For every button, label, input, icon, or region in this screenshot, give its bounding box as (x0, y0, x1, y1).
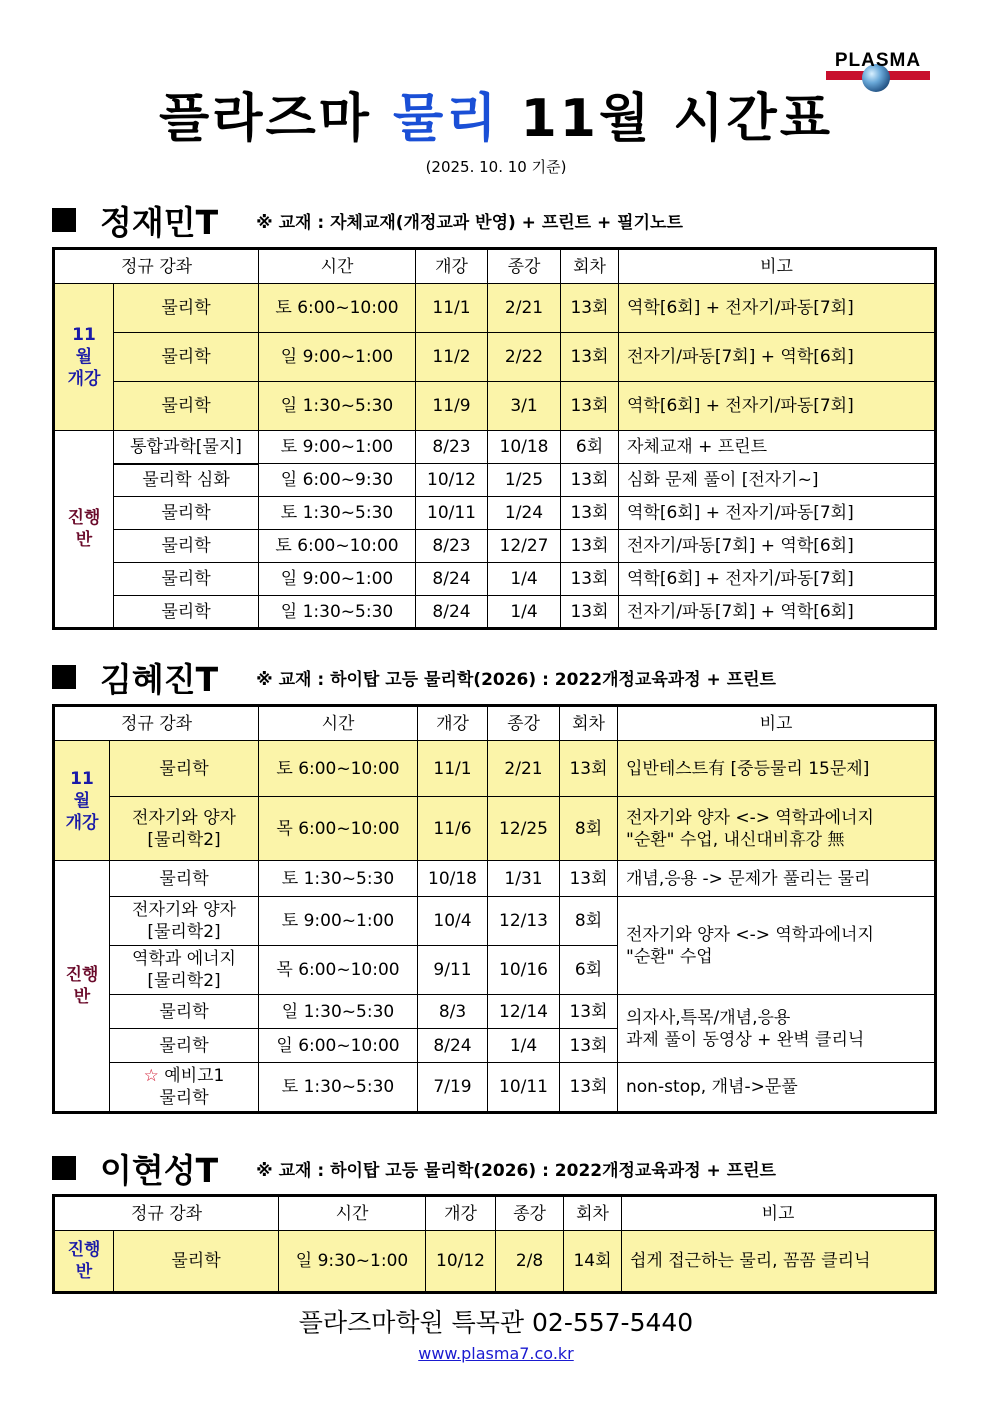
open-cell: 8/3 (418, 995, 488, 1029)
time-cell: 일 6:00~9:30 (259, 464, 416, 497)
course-text: 예비고1 물리학 (159, 1066, 225, 1108)
count-cell: 13회 (560, 861, 618, 897)
col-header: 시간 (259, 249, 416, 284)
group-label: 진행 반 (54, 431, 114, 629)
teacher-name: 김혜진T (100, 659, 219, 699)
time-cell: 일 9:00~1:00 (259, 563, 416, 596)
count-cell: 13회 (561, 596, 619, 629)
open-cell: 10/12 (426, 1231, 496, 1293)
note-cell: 역학[6회] + 전자기/파동[7회] (619, 284, 936, 333)
close-cell: 10/11 (488, 1063, 560, 1113)
time-cell: 일 1:30~5:30 (259, 596, 416, 629)
table-row (54, 995, 936, 1029)
course-cell: 물리학 (114, 497, 259, 530)
title-highlight: 물리 (393, 89, 500, 149)
col-header: 종강 (496, 1196, 564, 1231)
academy-contact: 플라즈마학원 특목관 02-557-5440 (298, 1308, 694, 1337)
note-cell: 역학[6회] + 전자기/파동[7회] (619, 497, 936, 530)
course-cell: 물리학 (110, 861, 259, 897)
time-cell: 일 9:30~1:00 (279, 1231, 426, 1293)
square-bullet-icon (52, 1156, 76, 1180)
col-header: 정규 강좌 (54, 249, 259, 284)
table-header-row (54, 249, 936, 284)
time-cell: 토 6:00~10:00 (259, 530, 416, 563)
note-cell: 전자기와 양자 <-> 역학과에너지 "순환" 수업, 내신대비휴강 無 (618, 797, 936, 861)
close-cell: 1/4 (488, 1029, 560, 1063)
open-cell: 11/2 (416, 333, 488, 382)
section-header-jeong (52, 200, 683, 240)
close-cell: 10/18 (488, 431, 561, 464)
title-part1: 플라즈마 (158, 89, 394, 149)
time-cell: 일 6:00~10:00 (259, 1029, 418, 1063)
note-cell: 심화 문제 풀이 [전자기~] (619, 464, 936, 497)
course-cell: 통합과학[물지] (114, 431, 259, 464)
time-cell: 목 6:00~10:00 (259, 797, 418, 861)
open-cell: 8/24 (418, 1029, 488, 1063)
schedule-table-kim (52, 704, 937, 1114)
note-cell: 입반테스트有 [중등물리 15문제] (618, 741, 936, 797)
count-cell: 13회 (560, 995, 618, 1029)
table-row (54, 284, 936, 333)
table-header-row (54, 706, 936, 741)
open-cell: 10/11 (416, 497, 488, 530)
page-title (0, 88, 992, 150)
col-header: 종강 (488, 249, 561, 284)
course-cell: 전자기와 양자 [물리학2] (110, 797, 259, 861)
count-cell: 13회 (561, 382, 619, 431)
close-cell: 12/25 (488, 797, 560, 861)
col-header: 비고 (618, 706, 936, 741)
time-cell: 토 1:30~5:30 (259, 1063, 418, 1113)
close-cell: 2/21 (488, 741, 560, 797)
close-cell: 1/31 (488, 861, 560, 897)
table-row (54, 797, 936, 861)
open-cell: 8/23 (416, 431, 488, 464)
time-cell: 토 1:30~5:30 (259, 497, 416, 530)
col-header: 정규 강좌 (54, 706, 259, 741)
note-cell: 의자사,특목/개념,응용 과제 풀이 동영상 + 완벽 클리닉 (618, 995, 936, 1063)
open-cell: 8/23 (416, 530, 488, 563)
count-cell: 13회 (560, 741, 618, 797)
teacher-name: 정재민T (100, 202, 219, 242)
col-header: 종강 (488, 706, 560, 741)
course-cell: 물리학 (114, 382, 259, 431)
note-cell: non-stop, 개념->문풀 (618, 1063, 936, 1113)
close-cell: 1/4 (488, 596, 561, 629)
table-row (54, 861, 936, 897)
col-header: 비고 (619, 249, 936, 284)
open-cell: 10/18 (418, 861, 488, 897)
course-cell: 물리학 (110, 995, 259, 1029)
count-cell: 13회 (560, 1063, 618, 1113)
note-cell: 역학[6회] + 전자기/파동[7회] (619, 382, 936, 431)
course-cell: 물리학 (114, 1231, 279, 1293)
schedule-table-jeong (52, 247, 937, 630)
website-link[interactable]: www.plasma7.co.kr (418, 1344, 574, 1363)
count-cell: 13회 (560, 1029, 618, 1063)
table-row (54, 497, 936, 530)
textbook-note: ※ 교재 : 하이탑 고등 물리학(2026) : 2022개정교육과정 + 프린트 (256, 669, 776, 690)
open-cell: 11/1 (416, 284, 488, 333)
count-cell: 8회 (560, 797, 618, 861)
course-cell: 물리학 심화 (114, 464, 259, 497)
col-header: 개강 (416, 249, 488, 284)
col-header: 시간 (259, 706, 418, 741)
note-cell: 전자기/파동[7회] + 역학[6회] (619, 333, 936, 382)
table-row (54, 563, 936, 596)
table-header-row (54, 1196, 936, 1231)
col-header: 회차 (561, 249, 619, 284)
course-cell: 물리학 (114, 284, 259, 333)
close-cell: 3/1 (488, 382, 561, 431)
count-cell: 6회 (560, 946, 618, 995)
note-cell: 전자기/파동[7회] + 역학[6회] (619, 530, 936, 563)
count-cell: 14회 (564, 1231, 622, 1293)
col-header: 정규 강좌 (54, 1196, 279, 1231)
note-cell: 역학[6회] + 전자기/파동[7회] (619, 563, 936, 596)
close-cell: 2/22 (488, 333, 561, 382)
course-cell: 물리학 (114, 333, 259, 382)
table-row (54, 596, 936, 629)
square-bullet-icon (52, 665, 76, 689)
group-label: 11 월 개강 (54, 741, 110, 861)
close-cell: 1/4 (488, 563, 561, 596)
open-cell: 10/12 (416, 464, 488, 497)
count-cell: 13회 (561, 563, 619, 596)
close-cell: 2/8 (496, 1231, 564, 1293)
square-bullet-icon (52, 208, 76, 232)
course-cell (110, 1063, 259, 1113)
close-cell: 12/14 (488, 995, 560, 1029)
open-cell: 11/1 (418, 741, 488, 797)
close-cell: 12/13 (488, 897, 560, 946)
title-part2: 11월 시간표 (499, 89, 833, 149)
time-cell: 토 6:00~10:00 (259, 741, 418, 797)
time-cell: 목 6:00~10:00 (259, 946, 418, 995)
time-cell: 토 9:00~1:00 (259, 431, 416, 464)
open-cell: 9/11 (418, 946, 488, 995)
course-cell: 물리학 (114, 596, 259, 629)
table-row (54, 530, 936, 563)
col-header: 개강 (426, 1196, 496, 1231)
close-cell: 2/21 (488, 284, 561, 333)
page-subtitle: (2025. 10. 10 기준) (425, 158, 567, 176)
table-row (54, 741, 936, 797)
col-header: 회차 (560, 706, 618, 741)
col-header: 회차 (564, 1196, 622, 1231)
section-header-kim (52, 657, 776, 697)
textbook-note: ※ 교재 : 하이탑 고등 물리학(2026) : 2022개정교육과정 + 프린트 (256, 1160, 776, 1181)
count-cell: 13회 (561, 333, 619, 382)
time-cell: 토 1:30~5:30 (259, 861, 418, 897)
col-header: 시간 (279, 1196, 426, 1231)
close-cell: 12/27 (488, 530, 561, 563)
table-row (54, 1231, 936, 1293)
table-row (54, 431, 936, 464)
count-cell: 13회 (561, 464, 619, 497)
group-label: 진행 반 (54, 1231, 114, 1293)
time-cell: 일 1:30~5:30 (259, 995, 418, 1029)
close-cell: 10/16 (488, 946, 560, 995)
time-cell: 일 1:30~5:30 (259, 382, 416, 431)
time-cell: 일 9:00~1:00 (259, 333, 416, 382)
table-row (54, 897, 936, 946)
col-header: 개강 (418, 706, 488, 741)
col-header: 비고 (622, 1196, 936, 1231)
open-cell: 11/6 (418, 797, 488, 861)
count-cell: 13회 (561, 497, 619, 530)
note-cell: 자체교재 + 프린트 (619, 431, 936, 464)
textbook-note: ※ 교재 : 자체교재(개정교과 반영) + 프린트 + 필기노트 (256, 212, 683, 233)
open-cell: 8/24 (416, 596, 488, 629)
open-cell: 8/24 (416, 563, 488, 596)
logo-text: PLASMA (834, 50, 922, 71)
note-cell: 개념,응용 -> 문제가 풀리는 물리 (618, 861, 936, 897)
course-cell: 전자기와 양자 [물리학2] (110, 897, 259, 946)
open-cell: 10/4 (418, 897, 488, 946)
note-cell: 쉽게 접근하는 물리, 꼼꼼 클리닉 (622, 1231, 936, 1293)
teacher-name: 이현성T (100, 1150, 219, 1190)
star-icon: ☆ (143, 1066, 159, 1086)
course-cell: 물리학 (114, 530, 259, 563)
time-cell: 토 9:00~1:00 (259, 897, 418, 946)
open-cell: 11/9 (416, 382, 488, 431)
close-cell: 1/24 (488, 497, 561, 530)
schedule-table-lee (52, 1194, 937, 1294)
table-row (54, 1063, 936, 1113)
time-cell: 토 6:00~10:00 (259, 284, 416, 333)
group-label: 진행 반 (54, 861, 110, 1113)
table-row (54, 464, 936, 497)
course-cell: 물리학 (114, 563, 259, 596)
open-cell: 7/19 (418, 1063, 488, 1113)
count-cell: 13회 (561, 284, 619, 333)
group-label: 11 월 개강 (54, 284, 114, 431)
count-cell: 6회 (561, 431, 619, 464)
count-cell: 8회 (560, 897, 618, 946)
note-cell: 전자기와 양자 <-> 역학과에너지 "순환" 수업 (618, 897, 936, 995)
section-header-lee (52, 1148, 776, 1188)
count-cell: 13회 (561, 530, 619, 563)
table-row (54, 382, 936, 431)
close-cell: 1/25 (488, 464, 561, 497)
course-cell: 물리학 (110, 1029, 259, 1063)
course-cell: 역학과 에너지 [물리학2] (110, 946, 259, 995)
note-cell: 전자기/파동[7회] + 역학[6회] (619, 596, 936, 629)
table-row (54, 333, 936, 382)
course-cell: 물리학 (110, 741, 259, 797)
